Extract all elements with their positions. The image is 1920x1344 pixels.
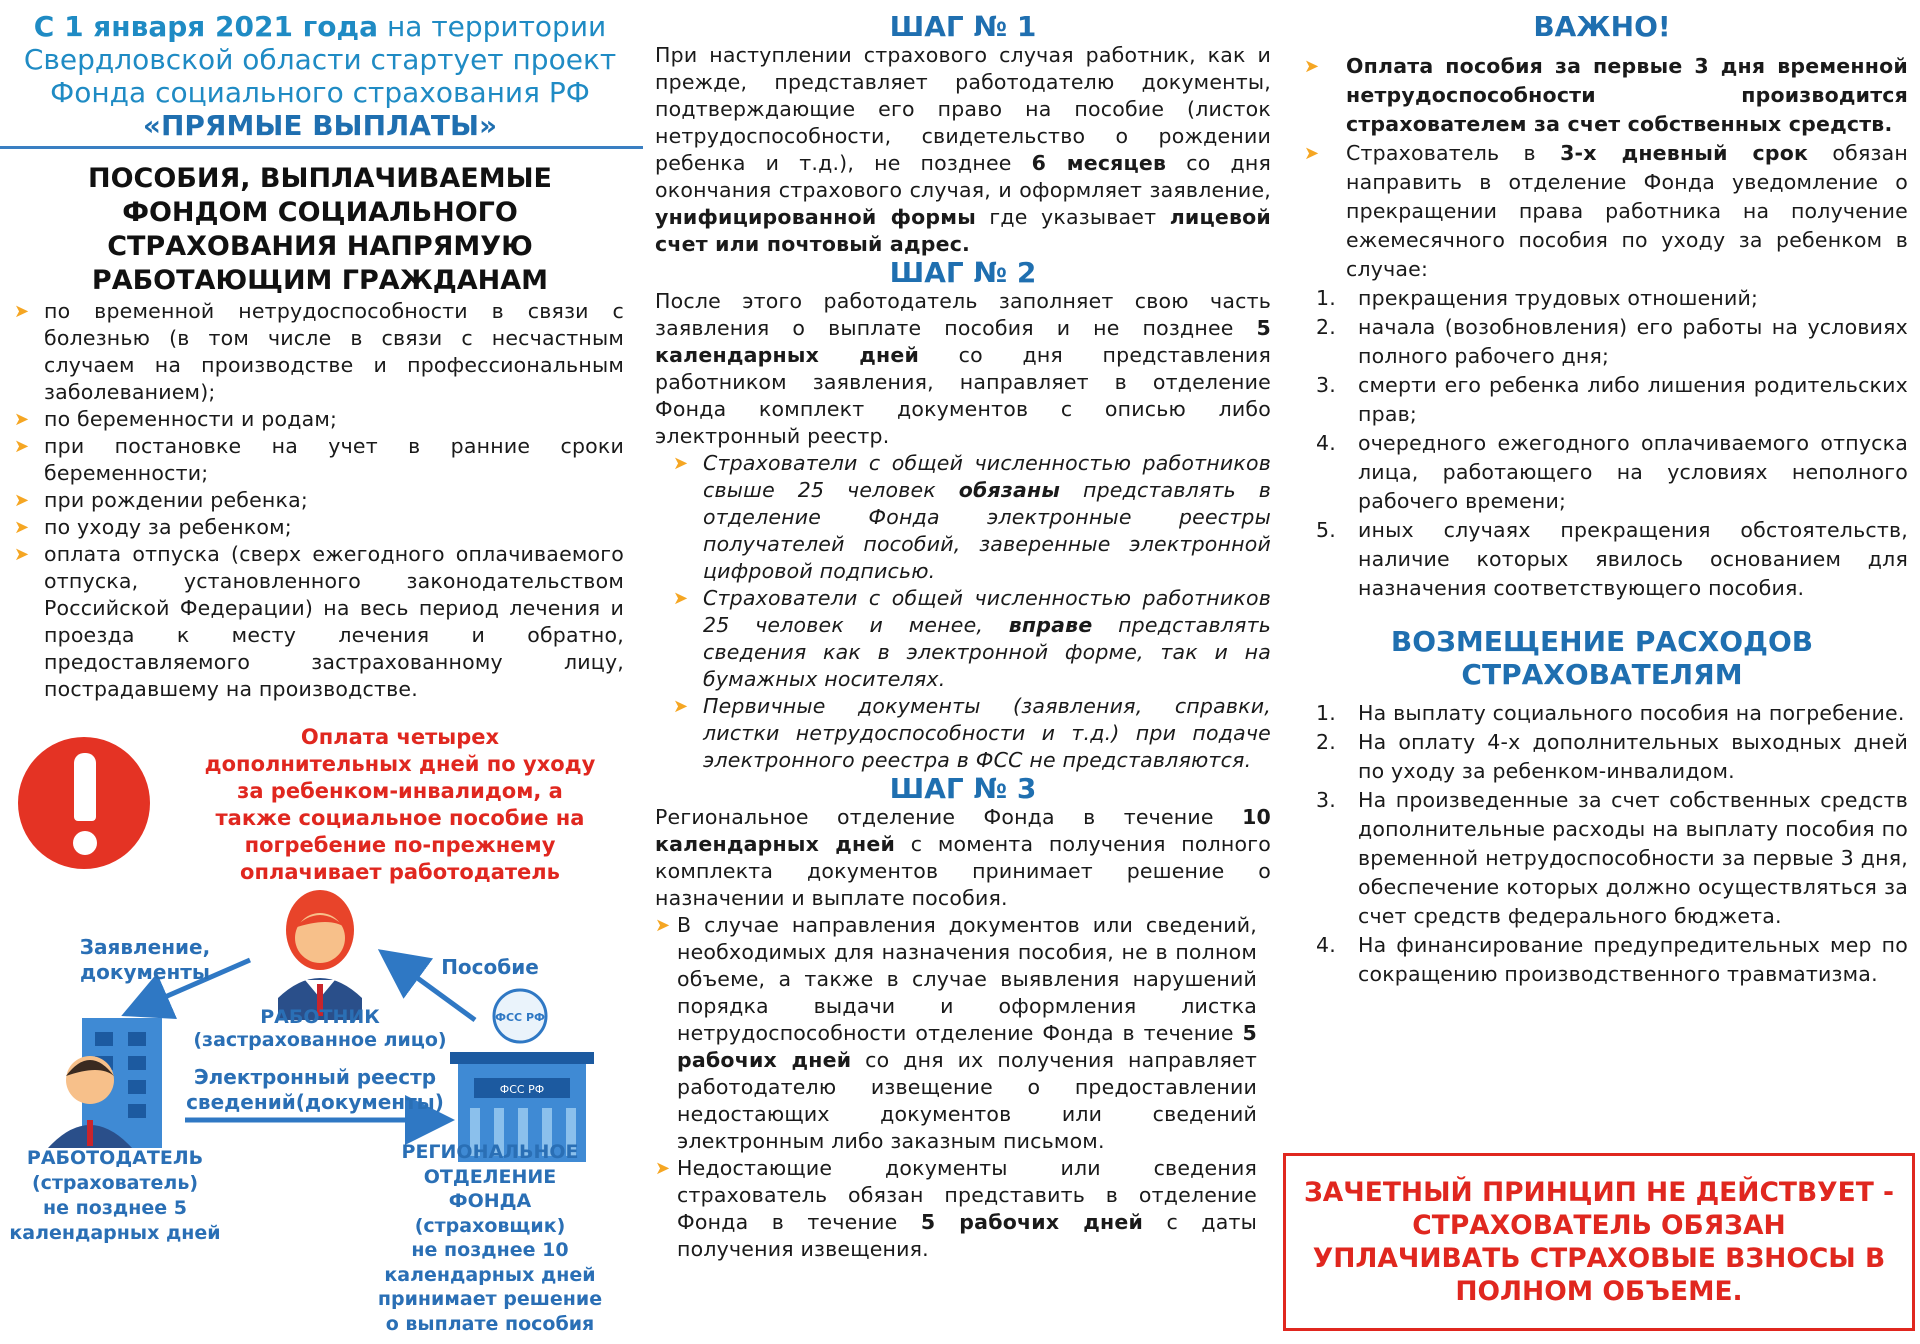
step2-text: После этого работодатель заполняет свою часть заявления о выплате пособия и не позднее 5 календарных дней со дня представления работником заявления, направляет в отделение Фонда комплект документов с описью либо электронный реестр.	[655, 289, 1271, 448]
list-item: ➤ Оплата пособия за первые 3 дня временной нетрудоспособности производится страхователем за счет собственных средств.	[1304, 52, 1908, 139]
label-line: ОТДЕЛЕНИЕ	[423, 1165, 557, 1188]
worker-icon	[278, 890, 362, 1020]
list-item: ➤ Первичные документы (заявления, справки, листки нетрудоспособности и т.д.) при подаче электронного реестра в ФСС не представляются.	[673, 693, 1271, 774]
label-line: календарных дней	[9, 1222, 221, 1244]
list-item: На выплату социального пособия на погребение.	[1358, 701, 1905, 725]
label-line: о выплате пособия	[385, 1312, 595, 1335]
employer-icon	[48, 1018, 162, 1148]
list-item: ➤ Страхователь в 3-х дневный срок обязан направить в отделение Фонда уведомление о прекращении права работника на получение ежемесячного пособия по уходу за ребенком в случае:	[1304, 139, 1908, 284]
list-item: ➤ В случае направления документов или сведений, необходимых для назначения пособия, не в полном объеме, а также в случае выявления нарушений порядка выдачи и оформления листка нетрудоспособности отделение Фонда в течение 5 рабочих дней со дня их получения направляет работодателю извещение о предоставлении недостающих документов или сведений электронным либо заказным письмом.	[655, 912, 1257, 1155]
step3-title: ШАГ № 3	[889, 772, 1037, 805]
list-item: ➤ по временной нетрудоспособности в связи с болезнью (в том числе в связи с несчастным случаем на производстве и профессиональным заболеванием);	[14, 298, 624, 406]
intro-line3: Фонда социального страхования РФ	[50, 76, 590, 109]
employer-label	[0, 1146, 230, 1246]
label-line: сведений(документы)	[186, 1090, 444, 1114]
fund-sign-text: ФСС РФ	[499, 1083, 545, 1096]
benefits-title-line: ПОСОБИЯ, ВЫПЛАЧИВАЕМЫЕ	[87, 163, 553, 194]
important-title: ВАЖНО!	[1533, 10, 1671, 43]
right-column	[1284, 0, 1920, 1344]
middle-column	[655, 0, 1271, 1344]
notice-line: ЗАЧЕТНЫЙ ПРИНЦИП НЕ ДЕЙСТВУЕТ -	[1303, 1177, 1895, 1208]
list-item: ➤ Страхователи с общей численностью работников свыше 25 человек обязаны представлять в отделение Фонда электронные реестры получателей пособий, заверенные электронной цифровой подписью.	[673, 450, 1271, 585]
exclamation-icon	[18, 737, 150, 869]
benefits-title	[0, 162, 640, 298]
label-line: Заявление,	[79, 935, 211, 959]
list-item: прекращения трудовых отношений;	[1358, 286, 1759, 310]
label-line: принимает решение	[377, 1288, 603, 1310]
list-item: ➤ оплата отпуска (сверх ежегодного оплачиваемого отпуска, установленного законодательством Российской Федерации) на весь период лечения и проезда к месту лечения и обратно, предоставляемого застрахованному лицу, пострадавшему на производстве.	[14, 541, 624, 703]
intro-project: «ПРЯМЫЕ ВЫПЛАТЫ»	[142, 109, 498, 142]
warning-line: Оплата четырех	[300, 725, 500, 749]
list-item: На произведенные за счет собственных средств дополнительные расходы на выплату пособия по временной нетрудоспособности за первые 3 дня, обеспечение которых должно осуществляться за счет средств федерального бюджета.	[1358, 788, 1908, 928]
important-list	[1304, 52, 1908, 284]
offset-principle-notice	[1283, 1153, 1915, 1331]
list-item: ➤ Страхователи с общей численностью работников 25 человек и менее, вправе представлять сведения как в электронной форме, так и на бумажных носителях.	[673, 585, 1271, 693]
label-line: Электронный реестр	[193, 1065, 437, 1089]
warning-line: оплачивает работодатель	[240, 860, 560, 884]
reimbursement-title	[1284, 625, 1920, 691]
list-item: ➤ при рождении ребенка;	[14, 487, 624, 514]
notice-line: УПЛАЧИВАТЬ СТРАХОВЫЕ ВЗНОСЫ В	[1312, 1243, 1886, 1274]
list-item: очередного ежегодного оплачиваемого отпуска лица, работающего на условиях неполного рабочего времени;	[1358, 431, 1908, 513]
intro-date: С 1 января 2021 года	[33, 10, 379, 43]
notice-line: СТРАХОВАТЕЛЬ ОБЯЗАН	[1412, 1210, 1786, 1241]
list-item: ➤ Недостающие документы или сведения страхователь обязан представить в отделение Фонда в течение 5 рабочих дней с даты получения извещения.	[655, 1155, 1257, 1263]
header-divider	[0, 146, 643, 149]
label-line: РЕГИОНАЛЬНОЕ	[401, 1141, 579, 1163]
label-line: (страхователь)	[31, 1172, 199, 1194]
label-line: не позднее 10	[411, 1239, 569, 1261]
list-item: начала (возобновления) его работы на условиях полного рабочего дня;	[1358, 315, 1908, 368]
label-line: (застрахованное лицо)	[193, 1029, 447, 1051]
step1-title: ШАГ № 1	[889, 10, 1037, 43]
label-line: (страховщик)	[414, 1214, 566, 1237]
label-line: не позднее 5	[43, 1197, 187, 1219]
left-column	[0, 0, 640, 1344]
title-line: СТРАХОВАТЕЛЯМ	[1461, 658, 1743, 691]
notice-line: ПОЛНОМ ОБЪЕМЕ.	[1455, 1276, 1743, 1307]
list-item: ➤ при постановке на учет в ранние сроки беременности;	[14, 433, 624, 487]
step3-text: Региональное отделение Фонда в течение 10 календарных дней с момента получения полного комплекта документов принимает решение о назначении и выплате пособия.	[655, 805, 1271, 910]
label-line: РАБОТНИК	[260, 1006, 380, 1028]
warning-line: также социальное пособие на	[215, 806, 585, 830]
title-line: ВОЗМЕЩЕНИЕ РАСХОДОВ	[1390, 625, 1814, 658]
termination-cases	[1314, 284, 1908, 603]
reimbursement-list	[1314, 699, 1908, 989]
step3-list	[655, 912, 1271, 1263]
worker-label	[190, 1006, 450, 1052]
list-item: иных случаях прекращения обстоятельств, наличие которых явилось основанием для назначения соответствующего пособия.	[1358, 518, 1908, 600]
fss-emblem-text: ФСС РФ	[495, 1011, 545, 1024]
fund-label	[370, 1140, 610, 1336]
label-line: РАБОТОДАТЕЛЬ	[26, 1147, 204, 1169]
benefits-list	[14, 298, 624, 703]
application-docs-label	[70, 935, 220, 985]
label-line: документы	[80, 960, 210, 984]
benefits-title-line: РАБОТАЮЩИМ ГРАЖДАНАМ	[91, 265, 549, 296]
benefit-label: Пособие	[441, 955, 539, 979]
employer-payment-warning	[180, 724, 620, 886]
warning-line: дополнительных дней по уходу	[204, 752, 596, 776]
list-item: смерти его ребенка либо лишения родительских прав;	[1358, 373, 1908, 426]
intro-line1-rest: на территории	[378, 10, 607, 43]
label-line: ФОНДА	[448, 1190, 532, 1212]
list-item: ➤ по беременности и родам;	[14, 406, 624, 433]
list-item: На оплату 4-х дополнительных выходных дней по уходу за ребенком-инвалидом.	[1358, 730, 1908, 783]
intro-line2: Свердловской области стартует проект	[23, 43, 617, 76]
benefits-title-line: ФОНДОМ СОЦИАЛЬНОГО	[122, 197, 518, 228]
warning-line: погребение по-прежнему	[244, 833, 556, 857]
step2-title: ШАГ № 2	[889, 256, 1037, 289]
benefits-title-line: СТРАХОВАНИЯ НАПРЯМУЮ	[107, 231, 533, 262]
list-item: ➤ по уходу за ребенком;	[14, 514, 624, 541]
list-item: На финансирование предупредительных мер по сокращению производственного травматизма.	[1358, 933, 1908, 986]
registry-label	[180, 1065, 450, 1115]
label-line: календарных дней	[384, 1263, 596, 1286]
warning-line: за ребенком-инвалидом, а	[237, 779, 563, 803]
step1-text: При наступлении страхового случая работник, как и прежде, представляет работодателю документы, подтверждающие его право на пособие (листок нетрудоспособности, свидетельство о рождении ребенка и т.д.), не позднее 6 месяцев со дня окончания страхового случая, и оформляет заявление, унифицированной формы где указывает лицевой счет или почтовый адрес.	[655, 43, 1272, 256]
step2-list	[673, 450, 1271, 774]
intro-header	[0, 0, 640, 142]
